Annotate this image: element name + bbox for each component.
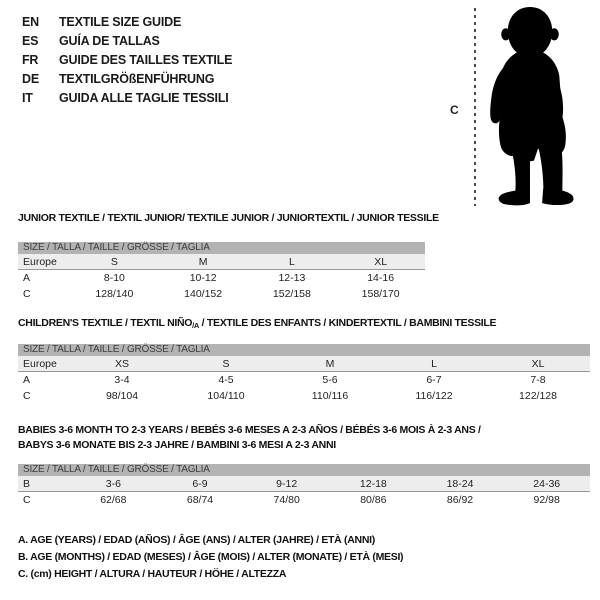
- size-cell: 110/116: [311, 390, 349, 402]
- row-label: A: [23, 272, 31, 284]
- language-label: GUIDE DES TAILLES TEXTILE: [59, 53, 233, 67]
- size-cell: XL: [531, 358, 545, 370]
- table-row: [18, 372, 590, 388]
- children-table-title: [18, 317, 496, 330]
- table-row: [18, 492, 590, 508]
- table-row: [18, 476, 590, 492]
- size-cell: 152/158: [272, 288, 311, 300]
- size-cell: 12-13: [278, 272, 306, 284]
- size-cell: 6-7: [426, 374, 442, 386]
- junior-size-table: [18, 242, 425, 302]
- size-cell: 158/170: [361, 288, 400, 300]
- size-cell: 104/110: [207, 390, 245, 402]
- size-cell: 92/98: [533, 494, 560, 506]
- language-row: [22, 32, 232, 51]
- measure-label-c: C: [450, 103, 459, 117]
- size-cell: 74/80: [273, 494, 300, 506]
- size-cell: 122/128: [519, 390, 557, 402]
- size-cell: 80/86: [360, 494, 387, 506]
- babies-title-line2: BABYS 3-6 MONATE BIS 2-3 JAHRE / BAMBINI 3-6 MESI A 2-3 ANNI: [18, 439, 336, 451]
- language-row: [22, 51, 232, 70]
- row-label: B: [23, 478, 31, 490]
- baby-silhouette-icon: [482, 5, 578, 209]
- size-cell: L: [431, 358, 437, 370]
- table-row: [18, 270, 425, 286]
- babies-title-line1: BABIES 3-6 MONTH TO 2-3 YEARS / BEBÉS 3-6 MESES A 2-3 AÑOS / BÉBÉS 3-6 MOIS À 2-3 ANS /: [18, 424, 481, 436]
- row-label: C: [23, 288, 31, 300]
- size-cell: M: [198, 256, 208, 268]
- babies-table-title: [18, 424, 481, 451]
- size-cell: M: [325, 358, 335, 370]
- size-cell: 18-24: [446, 478, 474, 490]
- language-row: [22, 89, 232, 108]
- language-label: TEXTILGRÖßENFÜHRUNG: [59, 72, 215, 86]
- language-code: FR: [22, 53, 39, 67]
- table-row: [18, 388, 590, 404]
- size-header-band: SIZE / TALLA / TAILLE / GRÖSSE / TAGLIA: [18, 242, 425, 254]
- children-title-prefix: CHILDREN'S TEXTILE / TEXTIL NIÑO: [18, 317, 193, 329]
- footnote-a: A. AGE (YEARS) / EDAD (AÑOS) / ÂGE (ANS) / ALTER (JAHRE) / ETÀ (ANNI): [18, 534, 375, 546]
- language-label: TEXTILE SIZE GUIDE: [59, 15, 182, 29]
- size-cell: 5-6: [322, 374, 338, 386]
- size-cell: 62/68: [100, 494, 127, 506]
- size-cell: 68/74: [186, 494, 214, 506]
- table-row: [18, 286, 425, 302]
- size-cell: 116/122: [415, 390, 453, 402]
- size-cell: 24-36: [533, 478, 561, 490]
- size-cell: L: [288, 256, 295, 268]
- size-header-band: SIZE / TALLA / TAILLE / GRÖSSE / TAGLIA: [18, 344, 590, 356]
- footnote-c: C. (cm) HEIGHT / ALTURA / HAUTEUR / HÖHE / ALTEZZA: [18, 568, 287, 580]
- size-cell: 14-16: [367, 272, 395, 284]
- size-cell: 10-12: [189, 272, 217, 284]
- size-cell: 86/92: [446, 494, 474, 506]
- language-list: [22, 13, 232, 108]
- row-label: Europe: [23, 358, 57, 370]
- size-cell: S: [222, 358, 230, 370]
- language-label: GUIDA ALLE TAGLIE TESSILI: [59, 91, 229, 105]
- footnote-b: B. AGE (MONTHS) / EDAD (MESES) / ÂGE (MOIS) / ALTER (MONATE) / ETÀ (MESI): [18, 551, 404, 563]
- language-row: [22, 70, 232, 89]
- language-row: [22, 13, 232, 32]
- children-title-subscript: /A: [192, 321, 200, 330]
- baby-figure: [440, 0, 590, 215]
- language-label: GUÍA DE TALLAS: [59, 34, 160, 48]
- language-code: DE: [22, 72, 39, 86]
- children-title-suffix: / TEXTILE DES ENFANTS / KINDERTEXTIL / BAMBINI TESSILE: [199, 317, 497, 329]
- size-cell: 4-5: [218, 374, 234, 386]
- height-measure-line: [474, 8, 476, 206]
- size-cell: 12-18: [359, 478, 387, 490]
- table-row: [18, 254, 425, 270]
- children-size-table: [18, 344, 590, 404]
- row-label: C: [23, 494, 31, 506]
- language-code: IT: [22, 91, 33, 105]
- size-cell: XS: [114, 358, 129, 370]
- junior-table-title: JUNIOR TEXTILE / TEXTIL JUNIOR/ TEXTILE JUNIOR / JUNIORTEXTIL / JUNIOR TESSILE: [18, 212, 439, 224]
- size-cell: 140/152: [184, 288, 223, 300]
- size-cell: 3-6: [105, 478, 121, 490]
- language-code: ES: [22, 34, 39, 48]
- size-cell: 6-9: [192, 478, 208, 490]
- size-cell: 3-4: [114, 374, 130, 386]
- size-cell: 98/104: [105, 390, 139, 402]
- row-label: Europe: [23, 256, 57, 268]
- size-cell: 9-12: [276, 478, 298, 490]
- size-cell: S: [110, 256, 118, 268]
- size-cell: 128/140: [95, 288, 134, 300]
- size-header-band: SIZE / TALLA / TAILLE / GRÖSSE / TAGLIA: [18, 464, 590, 476]
- size-cell: 7-8: [530, 374, 546, 386]
- footnotes: [18, 532, 403, 583]
- size-cell: XL: [374, 256, 388, 268]
- row-label: C: [23, 390, 31, 402]
- row-label: A: [23, 374, 31, 386]
- babies-size-table: [18, 464, 590, 508]
- table-row: [18, 356, 590, 372]
- language-code: EN: [22, 15, 39, 29]
- size-cell: 8-10: [103, 272, 125, 284]
